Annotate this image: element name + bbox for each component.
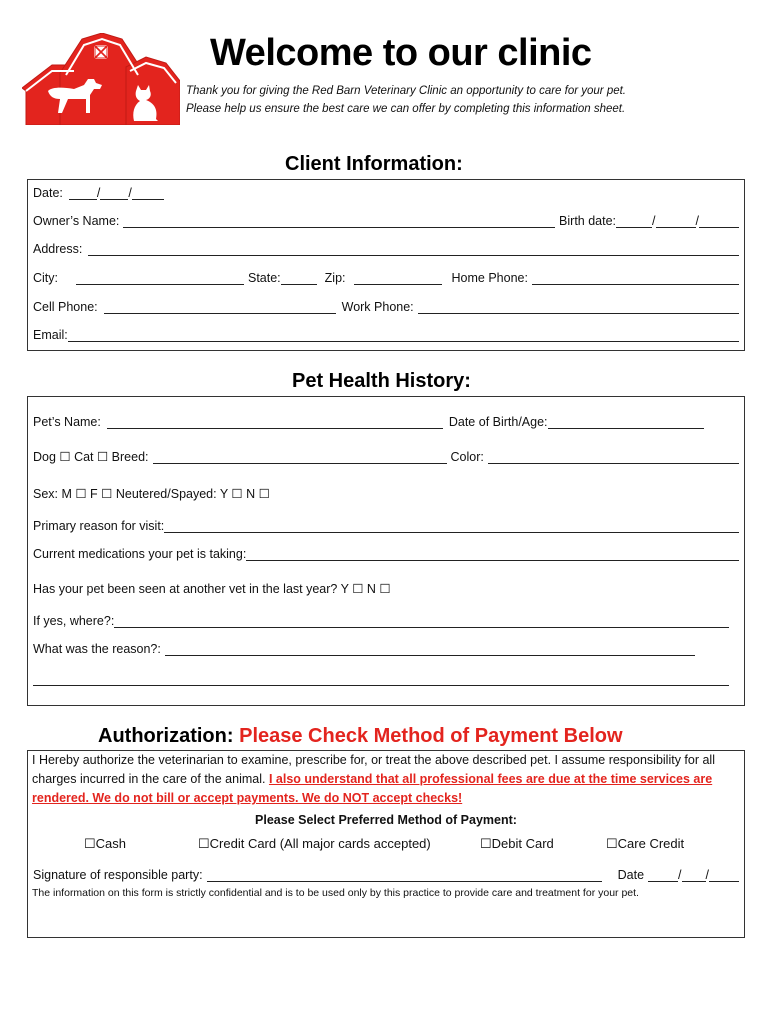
what-reason-row [33,642,739,656]
signature-day-field[interactable] [682,869,706,882]
state-label: State: [248,271,281,285]
owner-row: Owner’s Name: Birth date: / / [33,214,739,228]
home-phone-field[interactable] [532,272,739,285]
pet-name-row [33,415,739,429]
intro-line-1: Thank you for giving the Red Barn Veterinary Clinic an opportunity to care for your pet. [186,85,626,97]
payment-select-label: Please Select Preferred Method of Payment: [255,813,517,827]
zip-label: Zip: [324,271,346,285]
pet-name-label: Pet’s Name: [33,415,101,429]
city-label: City: [33,271,58,285]
city-field[interactable] [76,272,244,285]
authorization-red-text: I also understand that all professional fees are due at the time services are rendered. We do not bill or accept payments. We do NOT accept checks! [32,772,713,805]
authorization-box [27,750,745,938]
what-reason-label: What was the reason?: [33,642,161,656]
where-label: If yes, where?: [33,614,115,628]
address-field[interactable] [88,243,739,256]
authorization-plain-text: I Hereby authorize the veterinarian to examine, prescribe for, or treat the above described pet. I assume responsibility for all charges incurred in the care of the animal. [32,753,715,786]
other-vet-label[interactable]: Has your pet been seen at another vet in the last year? Y ☐ N ☐ [33,582,391,596]
sex-row [33,486,739,501]
signature-row: Signature of responsible party: Date / / [33,868,739,882]
address-label: Address: [33,242,83,256]
authorization-heading-black: Authorization [98,725,227,747]
authorization-heading-colon: : [226,725,234,747]
payment-care-credit-checkbox[interactable]: ☐Care Credit [606,836,685,851]
client-info-heading: Client Information: [285,153,463,175]
signature-date-label: Date [617,868,645,882]
reason-row [33,519,739,533]
pet-name-field[interactable] [107,416,443,429]
date-month-field[interactable] [69,187,97,200]
visit-reason-label: Primary reason for visit: [33,519,165,533]
signature-year-field[interactable] [709,869,739,882]
intro-line-2: Please help us ensure the best care we can offer by completing this information sheet. [186,103,626,115]
payment-cash-checkbox[interactable]: ☐Cash [84,836,127,851]
meds-row [33,547,739,561]
date-label: Date: [33,186,63,200]
color-label: Color: [450,450,484,464]
cell-phone-field[interactable] [104,301,336,314]
page-title: Welcome to our clinic [210,32,592,74]
confidential-notice: The information on this form is strictly confidential and is to be used only by this practice to provide care and treatment for your pet. [32,887,639,899]
authorization-heading [98,725,623,748]
signature-field[interactable] [207,869,602,882]
signature-label: Signature of responsible party: [33,868,203,882]
medications-field[interactable] [246,548,739,561]
pet-dob-label: Date of Birth/Age: [448,415,548,429]
authorization-text [32,751,736,808]
medications-label: Current medications your pet is taking: [33,547,247,561]
email-row [33,328,739,342]
work-phone-label: Work Phone: [341,300,414,314]
home-phone-label: Home Phone: [451,271,528,285]
date-row: Date: / / [33,186,739,200]
what-reason-field[interactable] [165,643,695,656]
city-row [33,271,739,285]
birth-year-field[interactable] [699,215,739,228]
payment-debit-card-checkbox[interactable]: ☐Debit Card [480,836,554,851]
sex-neutered-label[interactable]: Sex: M ☐ F ☐ Neutered/Spayed: Y ☐ N ☐ [33,487,270,501]
email-label: Email: [33,328,68,342]
breed-row [33,449,739,464]
where-row [33,614,739,628]
work-phone-field[interactable] [418,301,739,314]
cell-phone-label: Cell Phone: [33,300,98,314]
signature-month-field[interactable] [648,869,678,882]
cell-row [33,300,739,314]
date-day-field[interactable] [100,187,128,200]
pet-history-box [27,396,745,706]
pet-dob-field[interactable] [548,416,704,429]
other-vet-row [33,581,739,596]
birth-date-label: Birth date: [559,214,617,228]
client-info-box [27,179,745,351]
payment-credit-card-checkbox[interactable]: ☐Credit Card (All major cards accepted) [198,836,431,851]
owner-name-field[interactable] [123,215,555,228]
birth-month-field[interactable] [616,215,652,228]
zip-field[interactable] [354,272,442,285]
authorization-heading-red: Please Check Method of Payment Below [239,725,623,747]
email-field[interactable] [68,329,739,342]
extra-reason-field[interactable] [33,673,729,686]
species-breed-label: Dog ☐ Cat ☐ Breed: [33,450,149,464]
visit-reason-field[interactable] [164,520,739,533]
state-field[interactable] [281,272,317,285]
extra-line-row [33,673,739,686]
red-barn-logo [22,33,180,125]
intro-text [186,82,626,118]
address-row [33,242,739,256]
date-year-field[interactable] [132,187,164,200]
owner-name-label: Owner’s Name: [33,214,120,228]
pet-history-heading: Pet Health History: [292,370,471,392]
breed-field[interactable] [153,451,447,464]
where-field[interactable] [114,615,729,628]
birth-day-field[interactable] [656,215,696,228]
color-field[interactable] [488,451,739,464]
